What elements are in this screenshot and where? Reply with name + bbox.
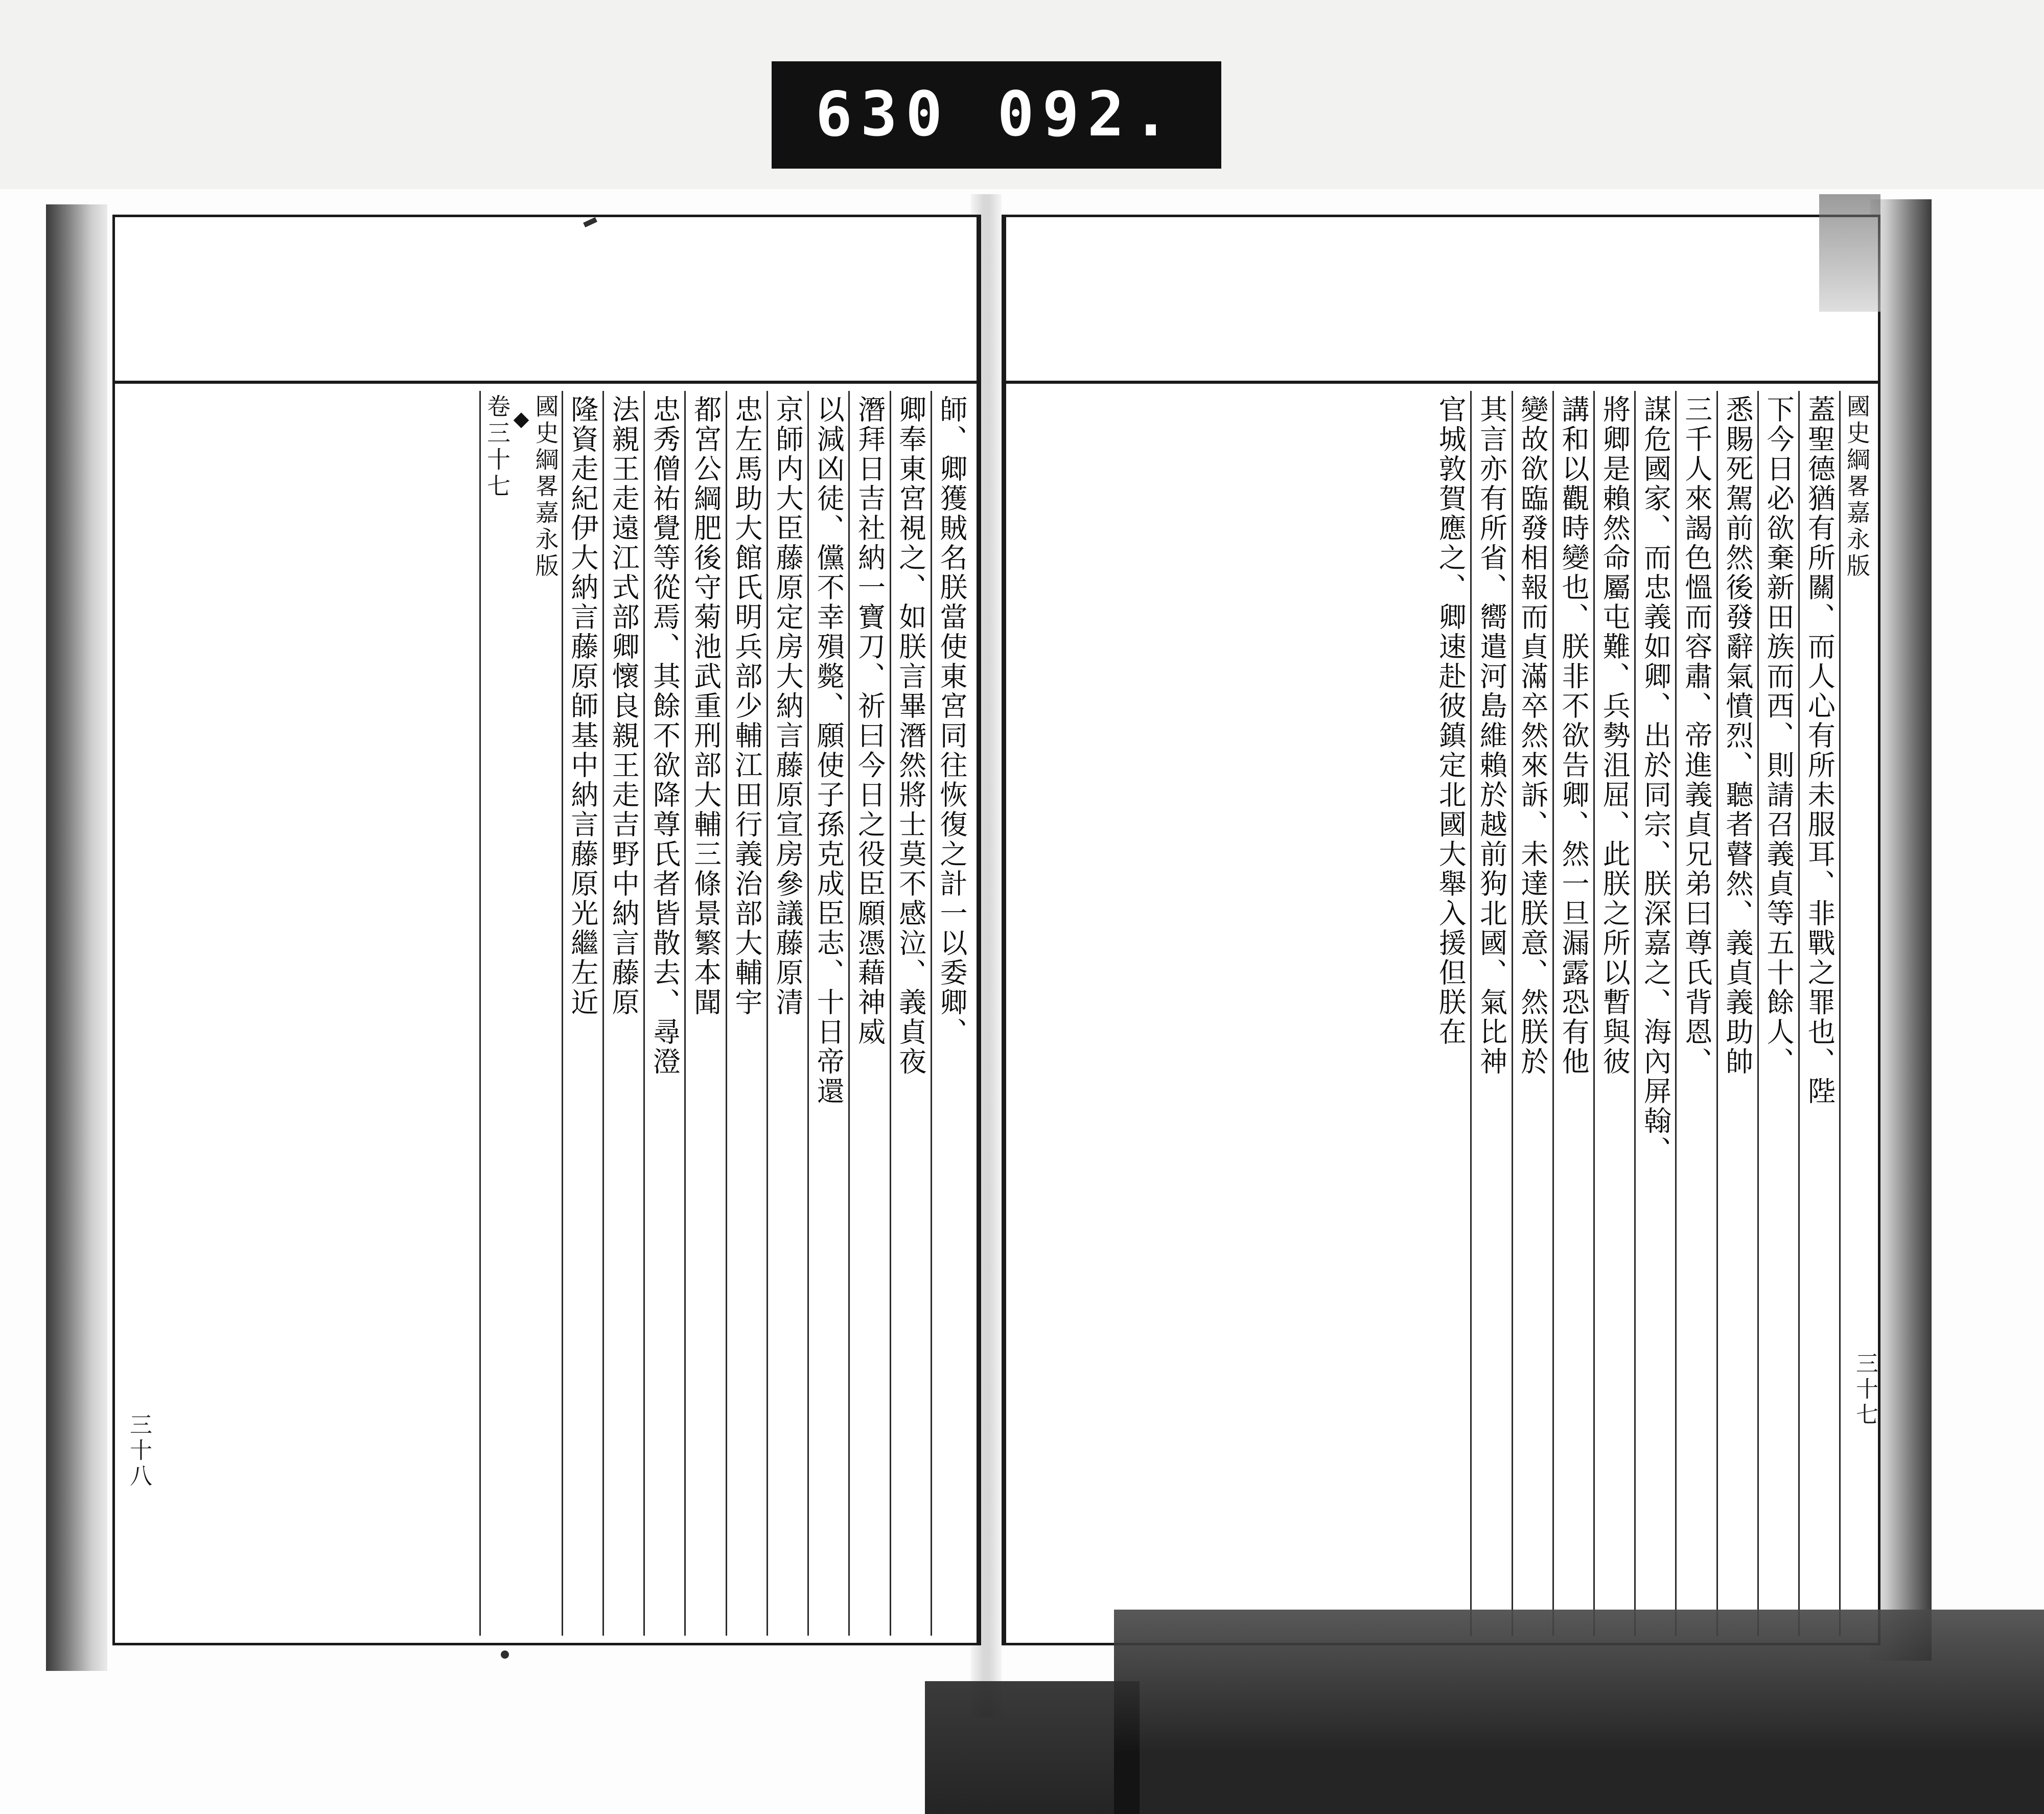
fish-tail-mark: ◆ bbox=[509, 407, 533, 434]
spine-title-text: 國史綱畧嘉永版 bbox=[531, 394, 560, 580]
text-column: 官城敦賀應之、卿速赴彼鎮定北國大舉入援但朕在 bbox=[1434, 395, 1467, 1047]
text-column: 忠左馬助大館氏明兵部少輔江田行義治部大輔宇 bbox=[726, 391, 766, 1636]
scan-artifact-speck bbox=[501, 1650, 509, 1659]
frame-number-right: 092. bbox=[997, 79, 1178, 150]
text-column: 都宮公綱肥後守菊池武重刑部大輔三條景繁本聞 bbox=[684, 391, 725, 1636]
text-column: 悉賜死駕前然後發辭氣憤烈、聽者瞽然、義貞義助帥 bbox=[1716, 391, 1757, 1636]
scan-artifact-edge bbox=[1819, 194, 1880, 312]
film-frame-number-strip bbox=[772, 61, 1221, 169]
folio-number-right: 三十七 bbox=[1852, 1352, 1878, 1428]
text-column: 三千人來謁色慍而容肅、帝進義貞兄弟曰尊氏背恩、 bbox=[1675, 391, 1716, 1636]
text-column: 法親王走遠江式部卿懷良親王走吉野中納言藤原 bbox=[602, 391, 643, 1636]
text-column: 謀危國家、而忠義如卿、出於同宗、朕深嘉之、海內屏翰、 bbox=[1634, 391, 1675, 1636]
book-spread bbox=[10, 194, 1993, 1676]
page-left bbox=[112, 215, 981, 1645]
frame-number-left: 630 bbox=[815, 79, 951, 150]
text-column: 變故欲臨發相報而貞滿卒然來訴、未達朕意、然朕於 bbox=[1512, 391, 1552, 1636]
text-column: 蓋聖德猶有所關、而人心有所未服耳、非戰之罪也、陛 bbox=[1798, 391, 1839, 1636]
page-right-text-area bbox=[1006, 384, 1878, 1643]
text-column: 京師内大臣藤原定房大納言藤原宣房參議藤原清 bbox=[766, 391, 807, 1636]
spine-volume-text: 卷三十七 bbox=[483, 394, 512, 500]
page-right-head-margin bbox=[1006, 217, 1878, 384]
text-column: 忠秀僧祐覺等從焉、其餘不欲降尊氏者皆散去、尋澄 bbox=[643, 391, 684, 1636]
running-title-text: 國史綱畧嘉永版 bbox=[1843, 394, 1871, 580]
left-binding-edge bbox=[46, 204, 107, 1671]
page-left-spine-column bbox=[479, 391, 561, 1636]
scan-artifact-smudge bbox=[925, 1681, 1140, 1814]
text-column: 其言亦有所省、嚮遣河島維賴於越前狗北國、氣比神 bbox=[1470, 391, 1511, 1636]
text-column: 以減凶徒、儻不幸殞斃、願使子孫克成臣志、十日帝還 bbox=[807, 391, 848, 1636]
folio-number-left: 三十八 bbox=[126, 1413, 152, 1490]
text-column: 下今日必欲棄新田族而西、則請召義貞等五十餘人、 bbox=[1757, 391, 1798, 1636]
text-column: 潛拜日吉社納一寶刀、祈曰今日之役臣願憑藉神威 bbox=[848, 391, 889, 1636]
page-right bbox=[1002, 215, 1880, 1645]
text-column: 隆資走紀伊大納言藤原師基中納言藤原光繼左近 bbox=[562, 391, 602, 1636]
page-left-head-margin bbox=[115, 217, 977, 384]
page-left-text-area bbox=[115, 384, 977, 1643]
text-column: 講和以觀時變也、朕非不欲告卿、然一旦漏露恐有他 bbox=[1552, 391, 1593, 1636]
text-column: 師、卿獲賊名朕當使東宮同往恢復之計一以委卿、 bbox=[931, 391, 971, 1636]
scan-artifact-shadow bbox=[1114, 1610, 2044, 1814]
page-right-running-title bbox=[1839, 391, 1873, 1636]
text-column: 將卿是賴然命屬屯難、兵勢沮屈、此朕之所以暫與彼 bbox=[1593, 391, 1634, 1636]
text-column: 卿奉東宮視之、如朕言畢潛然將士莫不感泣、義貞夜 bbox=[890, 391, 931, 1636]
